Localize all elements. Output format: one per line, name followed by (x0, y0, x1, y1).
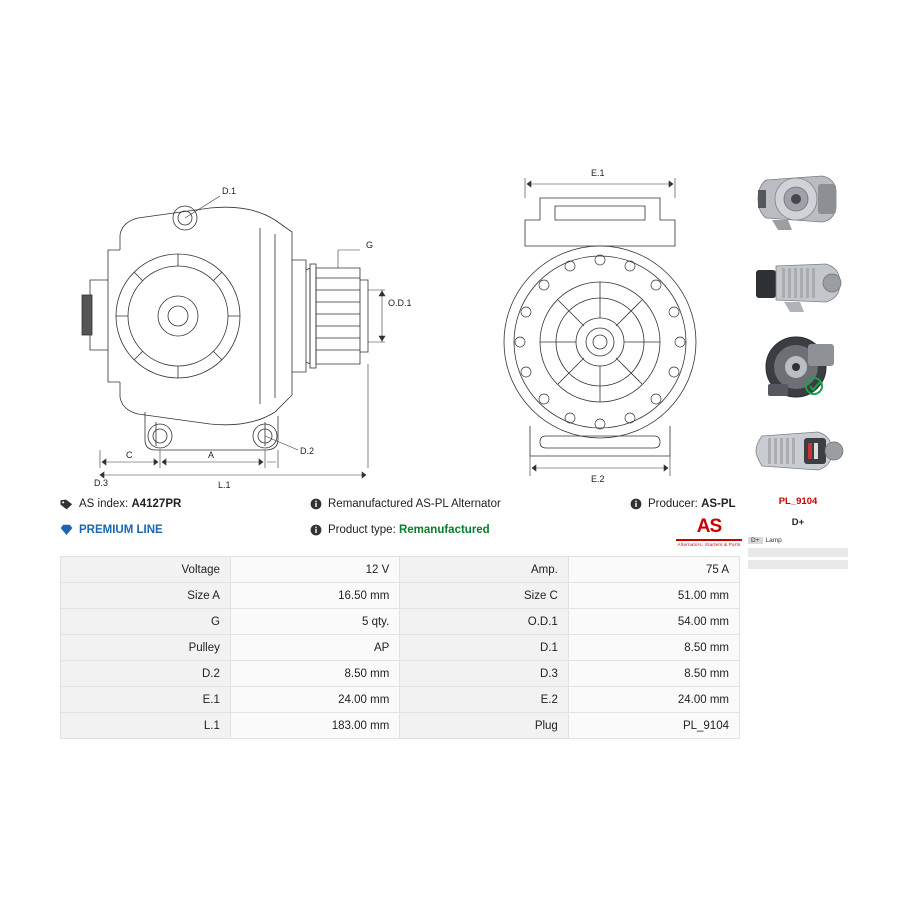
as-pl-logo-text: AS (696, 516, 722, 537)
spec-label-2: E.2 (400, 687, 569, 713)
spec-label: D.2 (61, 661, 231, 687)
spec-value-2: PL_9104 (568, 713, 739, 739)
plug-pin-diagram (748, 536, 848, 569)
spec-value: AP (230, 635, 399, 661)
spec-value: 12 V (230, 557, 399, 583)
table-row (61, 661, 740, 687)
spec-value-2: 51.00 mm (568, 583, 739, 609)
label-d2: D.2 (300, 446, 315, 456)
spec-value-2: 8.50 mm (568, 661, 739, 687)
spec-label: L.1 (61, 713, 231, 739)
spec-value: 16.50 mm (230, 583, 399, 609)
info-icon (310, 498, 322, 510)
label-e2: E.2 (591, 474, 605, 484)
spec-value: 8.50 mm (230, 661, 399, 687)
product-photo-3[interactable] (748, 328, 848, 406)
description-text: Remanufactured AS-PL Alternator (328, 498, 501, 510)
specification-table (60, 556, 740, 739)
product-type-value: Remanufactured (398, 524, 490, 536)
product-type-row (310, 524, 490, 536)
as-pl-logo-bar (676, 539, 742, 541)
spec-label: Voltage (61, 557, 231, 583)
label-d1: D.1 (222, 186, 237, 196)
description-row (310, 498, 501, 510)
product-photo-column (748, 160, 848, 572)
table-row (61, 635, 740, 661)
plug-bar-2 (748, 560, 848, 569)
as-pl-logo (676, 516, 742, 547)
label-g: G (366, 240, 374, 250)
label-c: C (126, 450, 133, 460)
as-pl-logo-tagline: Alternators, Starters & Parts (677, 542, 741, 547)
spec-label: Size A (61, 583, 231, 609)
as-index-value: A4127PR (131, 498, 182, 510)
diamond-icon (60, 524, 73, 536)
plug-bar-1 (748, 548, 848, 557)
producer-label: Producer: (648, 498, 698, 510)
spec-label-2: O.D.1 (400, 609, 569, 635)
spec-label-2: Amp. (400, 557, 569, 583)
spec-label: G (61, 609, 231, 635)
label-l1: L.1 (218, 480, 231, 490)
spec-label-2: Plug (400, 713, 569, 739)
producer-row (630, 498, 736, 510)
plug-pin-code: D+ (748, 537, 763, 544)
tag-icon (60, 499, 73, 510)
spec-value: 183.00 mm (230, 713, 399, 739)
product-type-label: Product type: (328, 524, 396, 536)
plug-pin-row (748, 536, 848, 545)
specification-table-body (61, 557, 740, 739)
plug-code-label: PL_9104 (778, 496, 818, 507)
producer-value: AS-PL (701, 498, 736, 510)
info-icon-3 (630, 498, 642, 510)
as-index-row (60, 498, 181, 510)
as-index-label: AS index: (79, 498, 129, 510)
alternator-front-view-drawing (460, 150, 740, 484)
technical-drawings (60, 150, 740, 490)
product-photo-1[interactable] (748, 160, 848, 238)
alternator-side-view-drawing (60, 150, 420, 490)
dplus-label: D+ (791, 517, 805, 528)
spec-value: 24.00 mm (230, 687, 399, 713)
label-d3: D.3 (94, 478, 109, 488)
spec-label: E.1 (61, 687, 231, 713)
info-icon-2 (310, 524, 322, 536)
spec-label-2: Size C (400, 583, 569, 609)
product-photo-4[interactable] (748, 412, 848, 490)
table-row (61, 609, 740, 635)
spec-value-2: 54.00 mm (568, 609, 739, 635)
premium-line-label: PREMIUM LINE (79, 524, 163, 536)
table-row (61, 557, 740, 583)
spec-label-2: D.3 (400, 661, 569, 687)
table-row (61, 583, 740, 609)
table-row (61, 687, 740, 713)
spec-value: 5 qty. (230, 609, 399, 635)
label-e1: E.1 (591, 168, 605, 178)
spec-value-2: 8.50 mm (568, 635, 739, 661)
spec-label: Pulley (61, 635, 231, 661)
spec-value-2: 24.00 mm (568, 687, 739, 713)
premium-line-row (60, 524, 163, 536)
product-photo-2[interactable] (748, 244, 848, 322)
table-row (61, 713, 740, 739)
label-od1: O.D.1 (388, 298, 412, 308)
spec-label-2: D.1 (400, 635, 569, 661)
plug-pin-desc: Lamp (765, 537, 782, 544)
spec-value-2: 75 A (568, 557, 739, 583)
label-a: A (208, 450, 215, 460)
